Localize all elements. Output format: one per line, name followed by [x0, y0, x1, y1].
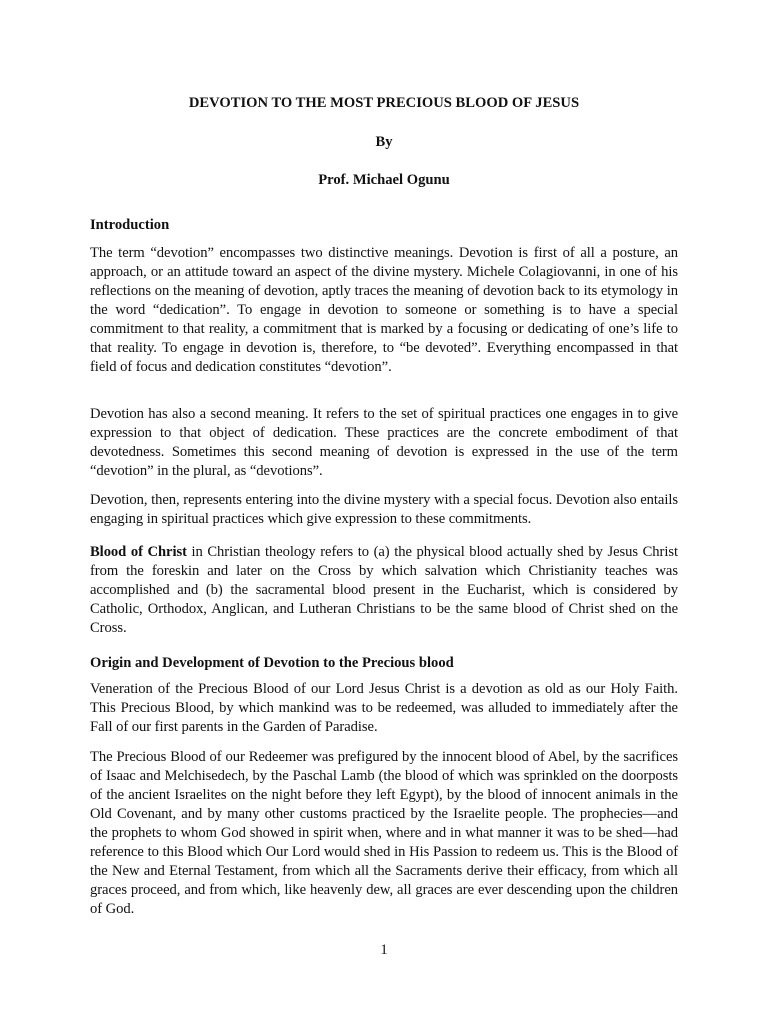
- document-title: DEVOTION TO THE MOST PRECIOUS BLOOD OF JESUS: [188, 95, 580, 111]
- paragraph-blood-of-christ: [90, 543, 678, 638]
- byline-label: By: [375, 134, 393, 150]
- paragraph-veneration: Veneration of the Precious Blood of our Lord Jesus Christ is a devotion as old as our Holy Faith. This Precious Blood, by which mankind was to be redeemed, was alluded to immediately after the Fall of our first parents in the Garden of Paradise.: [90, 681, 678, 735]
- author-name: Prof. Michael Ogunu: [318, 172, 450, 188]
- paragraph-prefigured: The Precious Blood of our Redeemer was prefigured by the innocent blood of Abel, by the sacrifices of Isaac and Melchisedech, by the Paschal Lamb (the blood of which was sprinkled on the doorposts of the ancient Israelites on the night before they left Egypt), by the blood of innocent animals in the Old Covenant, and by many other customs practiced by the Israelite people. The prophecies—and the prophets to whom God showed in spirit when, where and in what manner it was to be shed—had reference to this Blood which Our Lord would shed in His Passion to redeem us. This is the Blood of the New and Eternal Testament, from which all the Sacraments derive their efficacy, from which all graces proceed, and from which, like heavenly dew, all graces are ever descending upon the children of God.: [90, 749, 678, 917]
- paragraph-devotion-summary: Devotion, then, represents entering into the divine mystery with a special focus. Devotion also entails engaging in spiritual practices which give expression to these commitments.: [90, 492, 678, 527]
- paragraph-second-meaning: Devotion has also a second meaning. It refers to the set of spiritual practices one engages in to give expression to that object of dedication. These practices are the concrete embodiment of that devotedness. Sometimes this second meaning of devotion is expressed in the use of the term “devotion” in the plural, as “devotions”.: [90, 406, 678, 479]
- page-number: 1: [380, 942, 388, 958]
- paragraph-blood-of-christ-text: in Christian theology refers to (a) the physical blood actually shed by Jesus Christ from the foreskin and later on the Cross by which salvation which Christianity teaches was accomplished and (b) the sacramental blood present in the Eucharist, which is considered by Catholic, Orthodox, Anglican, and Lutheran Christians to be the same blood of Christ shed on the Cross.: [90, 544, 678, 636]
- term-blood-of-christ: Blood of Christ: [90, 544, 187, 560]
- document-page: [90, 0, 678, 1024]
- section-heading-origin: Origin and Development of Devotion to the Precious blood: [90, 655, 454, 671]
- section-heading-introduction: Introduction: [90, 217, 170, 233]
- paragraph-devotion-meanings: The term “devotion” encompasses two distinctive meanings. Devotion is first of all a posture, an approach, or an attitude toward an aspect of the divine mystery. Michele Colagiovanni, in one of his reflections on the meaning of devotion, aptly traces the meaning of devotion back to its etymology in the word “dedication”. To engage in devotion to someone or something is to have a special commitment to that reality, a commitment that is marked by a focusing or dedicating of one’s life to that reality. To engage in devotion is, therefore, to “be devoted”. Everything encompassed in that field of focus and dedication constitutes “devotion”.: [90, 245, 678, 375]
